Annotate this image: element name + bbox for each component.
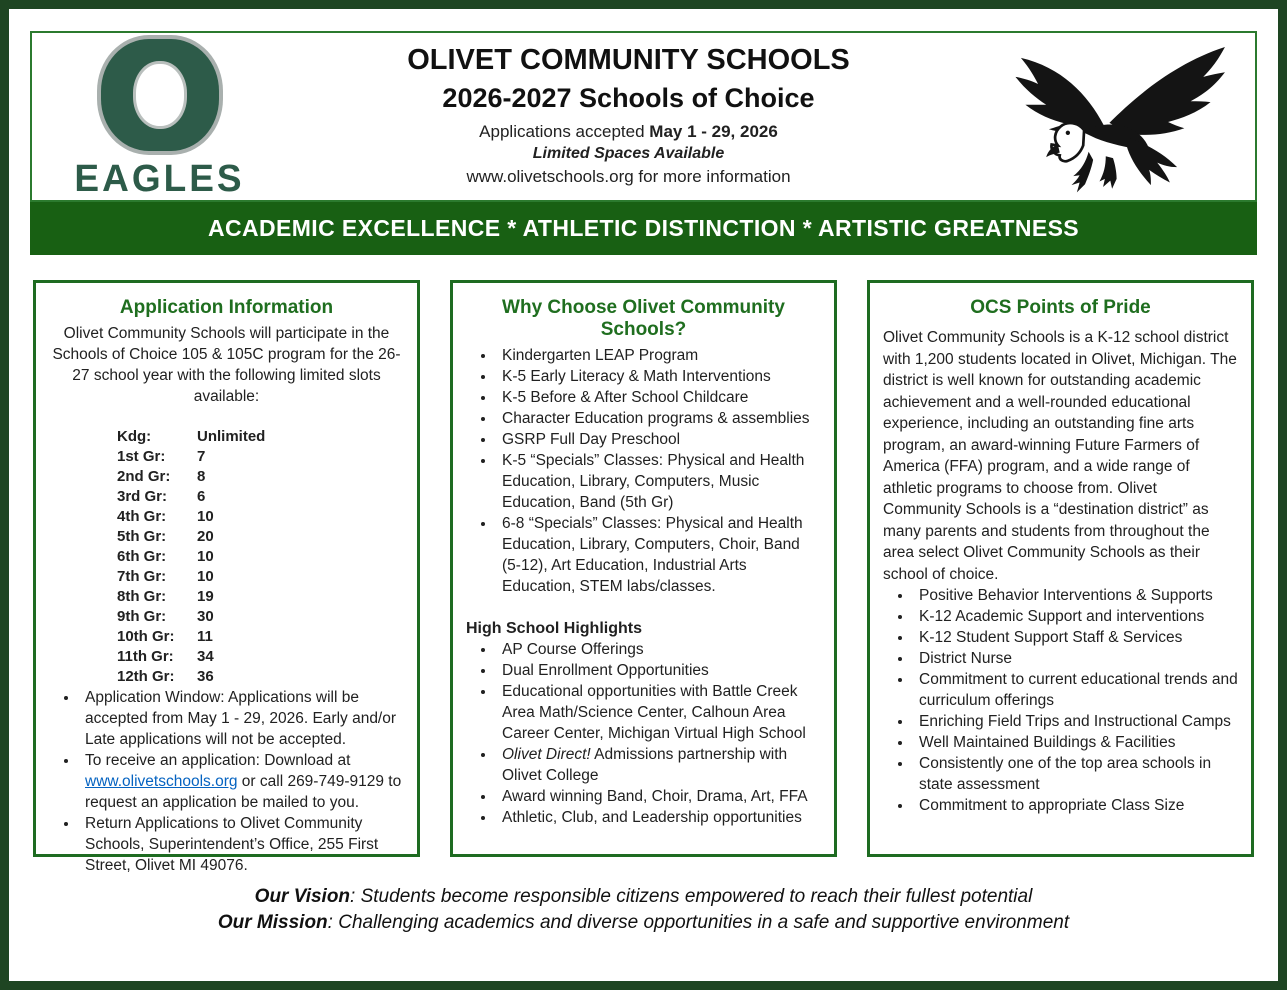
- list-item: • GSRP Full Day Preschool: [496, 429, 821, 450]
- application-information-panel: [33, 280, 420, 874]
- limited-spaces-line: Limited Spaces Available: [532, 145, 725, 162]
- application-intro: Olivet Community Schools will participate in the Schools of Choice 105 & 105C program for the 26-27 school year with the following limited slots available:: [52, 325, 401, 405]
- list-item: • Olivet Direct! Admissions partnership with Olivet College: [496, 744, 821, 786]
- eagle-art: [990, 38, 1235, 196]
- list-item: • 6-8 “Specials” Classes: Physical and Health Education, Library, Computers, Choir, Band (5-12), Art Education, Industrial Arts Education, STEM labs/classes.: [496, 513, 821, 597]
- grade-row: 10th Gr: 11: [117, 628, 213, 645]
- page-title: OLIVET COMMUNITY SCHOOLS: [407, 43, 850, 76]
- list-item: • Athletic, Club, and Leadership opportunities: [496, 807, 821, 828]
- grade-row: 5th Gr: 20: [117, 528, 214, 545]
- list-item: • Educational opportunities with Battle Creek Area Math/Science Center, Calhoun Area Career Center, Michigan Virtual High School: [496, 681, 821, 744]
- grade-row: 3rd Gr: 6: [117, 488, 206, 505]
- points-of-pride-heading: OCS Points of Pride: [970, 297, 1151, 318]
- vision-mission-footer: [9, 884, 1278, 936]
- olivetschools-link[interactable]: www.olivetschools.org: [85, 773, 238, 790]
- list-item: • Kindergarten LEAP Program: [496, 345, 821, 366]
- grade-slots-table: [117, 427, 404, 687]
- why-choose-panel: [450, 280, 837, 857]
- grade-row: 4th Gr: 10: [117, 508, 214, 525]
- grade-row: 12th Gr: 36: [117, 668, 214, 685]
- list-item: • K-5 Early Literacy & Math Interventions: [496, 366, 821, 387]
- list-item: • To receive an application: Download at www.olivetschools.org or call 269-749-9129 to request an application be mailed to you.: [79, 750, 404, 813]
- mission-line: Our Mission: Challenging academics and diverse opportunities in a safe and supportive environment: [217, 912, 1070, 933]
- eagle-icon: [994, 38, 1232, 196]
- list-item: • K-5 Before & After School Childcare: [496, 387, 821, 408]
- grade-row: 8th Gr: 19: [117, 588, 214, 605]
- website-info-line: www.olivetschools.org for more information: [466, 167, 791, 186]
- why-choose-bullets: [466, 345, 821, 597]
- high-school-highlights-heading: High School Highlights: [466, 620, 642, 637]
- page-subtitle: 2026-2027 Schools of Choice: [442, 83, 815, 113]
- motto-text: ACADEMIC EXCELLENCE * ATHLETIC DISTINCTION * ARTISTIC GREATNESS: [207, 215, 1080, 241]
- list-item: • Commitment to current educational trends and curriculum offerings: [913, 669, 1238, 711]
- o-logo-icon: [89, 34, 231, 156]
- list-item: • Character Education programs & assemblies: [496, 408, 821, 429]
- list-item: • District Nurse: [913, 648, 1238, 669]
- vision-line: Our Vision: Students become responsible citizens empowered to reach their fullest potential: [254, 886, 1033, 907]
- applications-accepted-text: Applications accepted: [479, 121, 650, 141]
- list-item: • Well Maintained Buildings & Facilities: [913, 732, 1238, 753]
- vision-label: Our Vision: [254, 886, 351, 907]
- application-dates: May 1 - 29, 2026: [649, 121, 778, 141]
- list-item: • Dual Enrollment Opportunities: [496, 660, 821, 681]
- application-information-heading: Application Information: [119, 297, 334, 318]
- motto-banner: [30, 202, 1257, 255]
- logo-wordmark: EAGLES: [74, 157, 245, 199]
- list-item: • K-12 Academic Support and interventions: [913, 606, 1238, 627]
- grade-row: 2nd Gr: 8: [117, 468, 206, 485]
- grade-row: 9th Gr: 30: [117, 608, 214, 625]
- why-choose-heading: Why Choose Olivet Community Schools?: [502, 297, 785, 340]
- list-item: • K-5 “Specials” Classes: Physical and Health Education, Library, Computers, Music Education, Band (5th Gr): [496, 450, 821, 513]
- grade-row: 11th Gr: 34: [117, 648, 214, 665]
- points-of-pride-bullets: [883, 585, 1238, 816]
- list-item: • Award winning Band, Choir, Drama, Art, FFA: [496, 786, 821, 807]
- header-text: [267, 42, 990, 192]
- grade-row: 6th Gr: 10: [117, 548, 214, 565]
- list-item: • Commitment to appropriate Class Size: [913, 795, 1238, 816]
- list-item: • Consistently one of the top area schools in state assessment: [913, 753, 1238, 795]
- grade-row: Kdg: Unlimited: [117, 428, 266, 445]
- points-of-pride-panel: [867, 280, 1254, 857]
- list-item: • Positive Behavior Interventions & Supports: [913, 585, 1238, 606]
- grade-row: 1st Gr: 7: [117, 448, 206, 465]
- grade-row: 7th Gr: 10: [117, 568, 214, 585]
- header: [30, 31, 1257, 202]
- list-item: • Enriching Field Trips and Instructional Camps: [913, 711, 1238, 732]
- district-description: Olivet Community Schools is a K-12 school district with 1,200 students located in Olivet, Michigan. The district is well known for outstanding academic achievement and a well-rounded educational experience, including an outstanding fine arts program, an award-winning Future Farmers of America (FFA) program, and a wide range of athletic programs to choose from. Olivet Community Schools is a “destination district” as many parents and students from throughout the area select Olivet Community Schools as their school of choice.: [883, 329, 1237, 583]
- mission-label: Our Mission: [217, 912, 328, 933]
- list-item: • K-12 Student Support Staff & Services: [913, 627, 1238, 648]
- content-columns: [33, 280, 1254, 874]
- application-bullets: [49, 687, 404, 876]
- list-item: • Application Window: Applications will be accepted from May 1 - 29, 2026. Early and/or Late applications will not be accepted.: [79, 687, 404, 750]
- list-item: • AP Course Offerings: [496, 639, 821, 660]
- high-school-bullets: [466, 639, 821, 828]
- school-logo: [52, 34, 267, 200]
- list-item: • Return Applications to Olivet Community Schools, Superintendent’s Office, 255 First Street, Olivet MI 49076.: [79, 813, 404, 876]
- applications-accepted-line: [267, 121, 990, 142]
